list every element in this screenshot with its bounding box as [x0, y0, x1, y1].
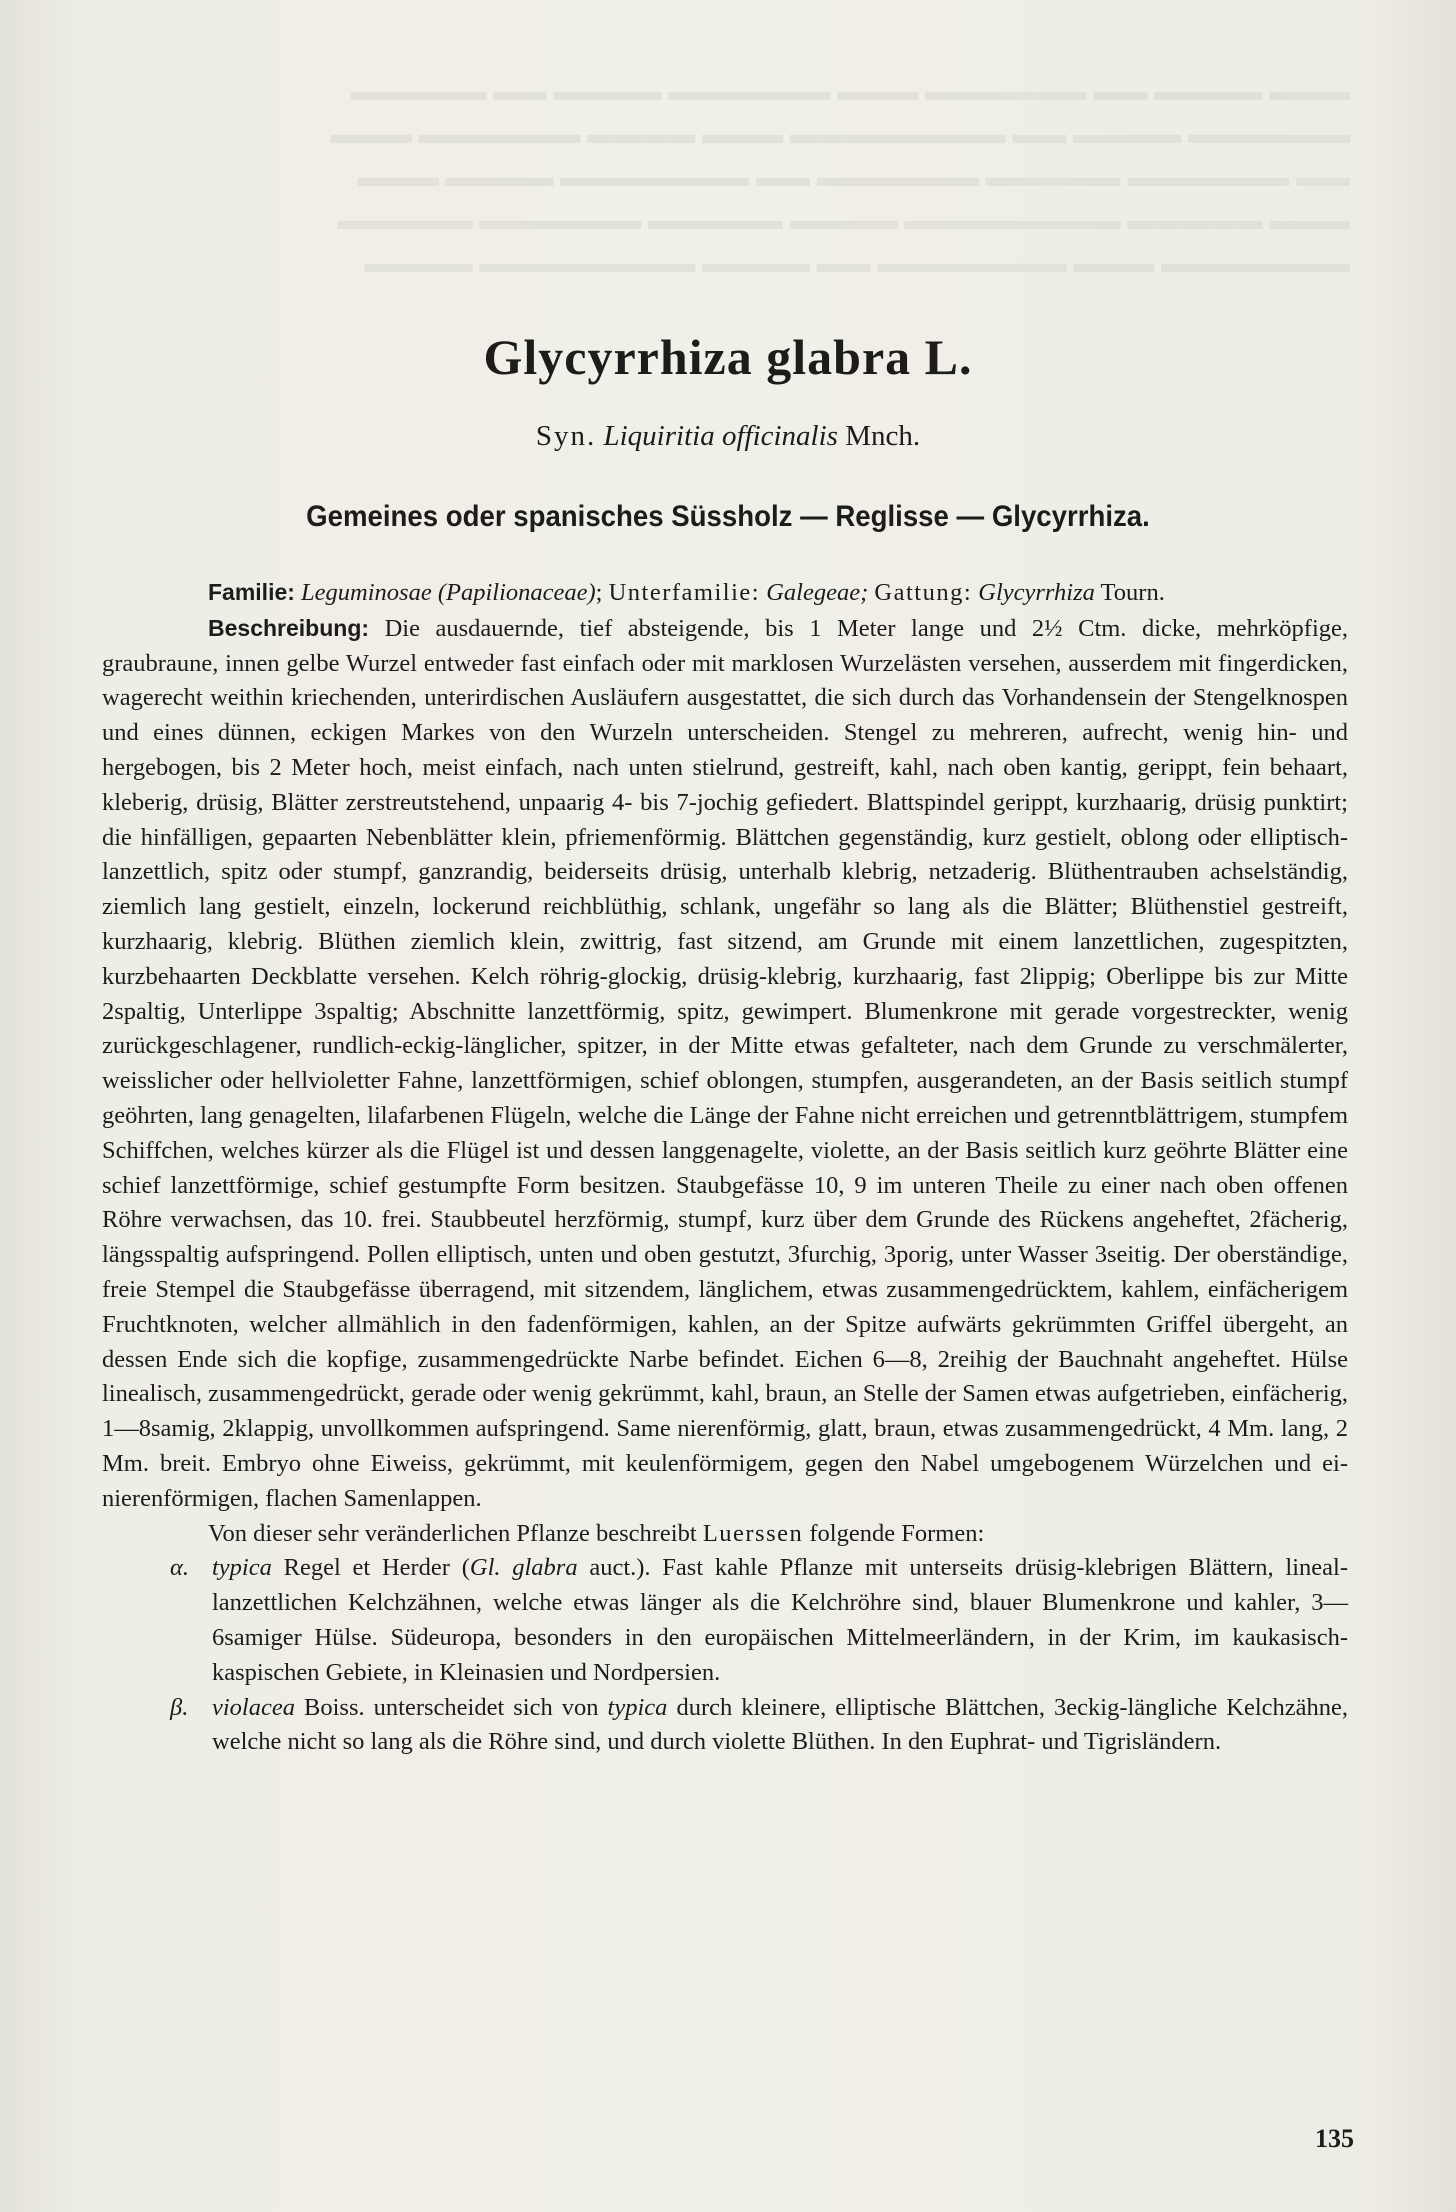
gattung-name: Glycyrrhiza — [978, 579, 1095, 606]
synonym-author: Mnch. — [845, 420, 921, 452]
common-names-heading: Gemeines oder spanisches Süssholz — Reglisse — Glycyrrhiza. — [306, 500, 1150, 533]
unterfamilie-name: Galegeae; — [766, 579, 869, 606]
form-marker: β. — [170, 1693, 189, 1721]
forms-intro-text: Von dieser sehr veränderlichen Pflanze beschreibt — [208, 1519, 697, 1547]
gattung-label: Gattung: — [874, 579, 973, 606]
forms-intro-author: Luerssen — [702, 1519, 804, 1547]
form-item — [102, 1691, 1348, 1761]
family-name: Leguminosae — [301, 579, 432, 606]
form-marker: α. — [170, 1554, 189, 1582]
beschreibung-paragraph — [102, 611, 1348, 1517]
form-synonym: Gl. glabra — [469, 1554, 578, 1582]
synonym-prefix: Syn. — [535, 420, 597, 452]
page-title: Glycyrrhiza glabra L. — [483, 329, 973, 385]
familie-label: Familie: — [208, 579, 295, 605]
main-text — [102, 575, 1348, 1760]
unterfamilie-label: Unterfamilie: — [608, 579, 761, 606]
beschreibung-text: Die ausdauernde, tief absteigende, bis 1 Meter lange und 2½ Ctm. dicke, mehrköpfige, graubraune, innen gelbe Wurzel entweder fast einfach oder mit marklosen Wurzelästen versehen, ausserdem mit fingerdicken, wagerecht weithin kriechenden, unterirdischen Ausläufern ausgestattet, die sich durch das Vorhandensein der Stengelknospen und eines dünnen, eckigen Markes von den Wurzeln unterscheiden. Stengel zu mehreren, aufrecht, wenig hin- und hergebogen, bis 2 Meter hoch, meist einfach, nach unten stielrund, gestreift, kahl, nach oben kantig, gerippt, fein behaart, kleberig, drüsig, Blätter zerstreutstehend, unpaarig 4- bis 7-jochig gefiedert. Blattspindel gerippt, kurzhaarig, drüsig punktirt; die hinfälligen, gepaarten Nebenblätter klein, pfriemenförmig. Blättchen gegenständig, kurz gestielt, oblong oder elliptisch-lanzettlich, spitz oder stumpf, ganzrandig, beiderseits drüsig, unterhalb klebrig, netzaderig. Blüthentrauben achselständig, ziemlich lang gestielt, einzeln, lockerund reichblüthig, schlank, ungefähr so lang als die Blätter; Blüthenstiel gestreift, kurzhaarig, klebrig. Blüthen ziemlich klein, zwittrig, fast sitzend, am Grunde mit einem lanzettlichen, zugespitzten, kurzbehaarten Deckblatte versehen. Kelch röhrig-glockig, drüsig-klebrig, kurzhaarig, fast 2lippig; Oberlippe bis zur Mitte 2spaltig, Unterlippe 3spaltig; Abschnitte lanzettförmig, spitz, gewimpert. Blumenkrone mit gerade vorgestreckter, wenig zurückgeschlagener, rundlich-eckig-länglicher, spitzer, in der Mitte etwas gefalteter, nach dem Grunde zu verschmälerter, weisslicher oder hellvioletter Fahne, lanzettförmigen, schief oblongen, stumpfen, ausgerandeten, an der Basis seitlich stumpf geöhrten, lang genagelten, lilafarbenen Flügeln, welche die Länge der Fahne nicht erreichen und getrenntblättrigem, stumpfem Schiffchen, welches kürzer als die Flügel ist und dessen langgenagelte, violette, an der Basis seitlich kurz geöhrte Blätter eine schief lanzettförmige, schief gestumpfte Form besitzen. Staubgefässe 10, 9 im unteren Theile zu einer nach oben offenen Röhre verwachsen, das 10. frei. Staubbeutel herzförmig, stumpf, kurz über dem Grunde des Rückens angeheftet, 2fächerig, längsspaltig aufspringend. Pollen elliptisch, unten und oben gestutzt, 3furchig, 3porig, unter Wasser 3seitig. Der oberständige, freie Stempel die Staubgefässe überragend, mit sitzendem, länglichem, etwas zusammengedrücktem, kahlem, einfächerigem Fruchtknoten, welcher allmählich in den fadenförmigen, kahlen, an der Spitze aufwärts gekrümmten Griffel übergeht, an dessen Ende sich die kopfige, zusammengedrückte Narbe befindet. Eichen 6—8, 2reihig der Bauchnaht angeheftet. Hülse linealisch, zusammengedrückt, gerade oder wenig gekrümmt, kahl, braun, an Stelle der Samen etwas aufgetrieben, einfächerig, 1—8samig, 2klappig, unvollkommen aufspringend. Same nierenförmig, glatt, braun, etwas zusammengedrückt, 4 Mm. lang, 2 Mm. breit. Embryo ohne Eiweiss, gekrümmt, mit keulenförmigem, gegen den Nabel umgebogenem Würzelchen und ei-nierenförmigen, flachen Samenlappen. — [102, 614, 1348, 1512]
form-text: Boiss. unterscheidet sich von — [304, 1693, 599, 1721]
form-name: violacea — [212, 1693, 295, 1721]
forms-intro-text-end: folgende Formen: — [809, 1519, 985, 1547]
form-text: auct.). Fast kahle Pflanze mit unterseits drüsig-klebrigen Blättern, lineal-lanzettlichen Kelchzähnen, welche etwas länger als die Kelchröhre sind, blauer Blumenkrone und kahler, 3—6samiger Hülse. Südeuropa, besonders in den europäischen Mittelmeerländern, in der Krim, im kaukasisch-kaspischen Gebiete, in Kleinasien und Nordpersien. — [212, 1554, 1349, 1686]
beschreibung-label: Beschreibung: — [208, 614, 370, 641]
familie-paragraph — [102, 575, 1348, 611]
form-text: durch kleinere, elliptische Blättchen, 3eckig-längliche Kelchzähne, welche nicht so lang als die Röhre sind, und durch violette Blüthen. In den Euphrat- und Tigrisländern. — [212, 1693, 1349, 1756]
subfamily-name: (Papilionaceae) — [437, 579, 596, 606]
form-text: Regel et Herder ( — [283, 1554, 470, 1582]
forms-intro — [102, 1517, 1348, 1552]
page-number: 135 — [1315, 2124, 1354, 2153]
synonym-line — [0, 420, 1456, 453]
bleed-through-text: ▬▬▬ ▬▬▬▬ ▬▬ ▬▬▬▬▬▬ ▬▬▬ ▬▬▬▬▬▬ ▬▬▬▬ ▬▬ ▬▬▬▬▬ ▬▬▬▬▬▬ ▬▬▬▬ ▬▬ ▬▬▬▬▬▬▬▬ ▬▬▬ ▬▬▬▬ ▬▬▬▬▬▬ ▬▬▬ ▬▬ ▬▬▬▬▬▬ ▬▬▬▬▬ ▬▬▬▬▬▬ ▬▬ ▬▬▬▬▬▬▬ ▬▬▬▬ ▬▬▬ ▬▬▬ ▬▬▬▬▬ ▬▬▬▬▬▬▬▬ ▬▬▬▬ ▬▬▬▬▬ ▬▬▬▬▬▬ ▬▬▬▬▬ ▬▬▬▬▬▬▬ ▬▬▬ ▬▬▬▬▬▬▬ ▬▬ ▬▬▬▬ ▬▬▬▬▬▬▬▬ ▬▬▬▬ — [330, 76, 1350, 278]
form-item — [102, 1551, 1348, 1690]
gattung-author: Tourn. — [1100, 579, 1165, 606]
separator: ; — [595, 579, 603, 606]
form-synonym: typica — [607, 1693, 668, 1721]
form-name: typica — [212, 1554, 272, 1582]
synonym-name: Liquiritia officinalis — [603, 420, 838, 452]
